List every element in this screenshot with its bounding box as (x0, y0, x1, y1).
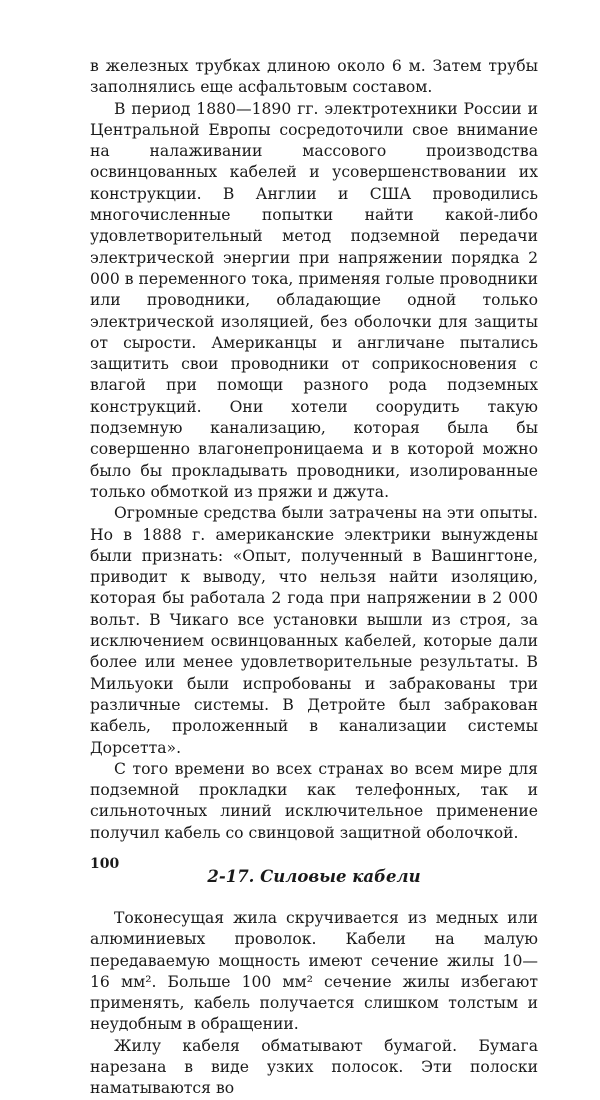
paragraph-lead-sheath: С того времени во всех странах во всем мире для подземной прокладки как телефонных, так и сильноточных линий исключительное применение получил кабель со свинцовой защитной оболочкой. (90, 759, 538, 842)
paragraph-continuation: в железных трубках длиною около 6 м. Затем трубы заполнялись еще асфальтовым составом. (90, 57, 538, 97)
section-heading: 2-17. Силовые кабели (207, 866, 421, 886)
paragraph-conductor: Токонесущая жила скручивается из медных или алюминиевых проволок. Кабели на малую передаваемую мощность имеют сечение жилы 10—16 мм². Больше 100 мм² сечение жилы избегают применять, кабель получается слишком толстым и неудобным в обращении. (90, 908, 538, 1034)
page-body (90, 56, 538, 1100)
paragraph-experiments: Огромные средства были затрачены на эти опыты. Но в 1888 г. американские электрики вынуждены были признать: «Опыт, полученный в Вашингтоне, приводит к выводу, что нельзя найти изоляцию, которая бы работала 2 года при напряжении в 2 000 вольт. В Чикаго все установки вышли из строя, за исключением освинцованных кабелей, которые дали более или менее удовлетворительные результаты. В Мильуоки были испробованы и забракованы три различные системы. В Детройте был забракован кабель, проложенный в канализации системы Дорсетта». (90, 504, 538, 757)
paragraph-1880-1890: В период 1880—1890 гг. электротехники России и Центральной Европы сосредоточили свое внимание на налаживании массового производства освинцованных кабелей и усовершенствовании их конструкции. В Англии и США проводились многочисленные попытки найти какой-либо удовлетворительный метод подземной передачи электрической энергии при напряжении порядка 2 000 в переменного тока, применяя голые проводники или проводники, обладающие одной только электрической изоляцией, без оболочки для защиты от сырости. Американцы и англичане пытались защитить свои проводники от соприкосновения с влагой при помощи разного рода подземных конструкций. Они хотели соорудить такую подземную канализацию, которая была бы совершенно влагонепроницаема и в которой можно было бы прокладывать проводники, изолированные только обмоткой из пряжи и джута. (90, 99, 538, 501)
paragraph-paper-insulation: Жилу кабеля обматывают бумагой. Бумага нарезана в виде узких полосок. Эти полоски наматываются во (90, 1036, 538, 1098)
page-number: 100 (90, 856, 120, 872)
